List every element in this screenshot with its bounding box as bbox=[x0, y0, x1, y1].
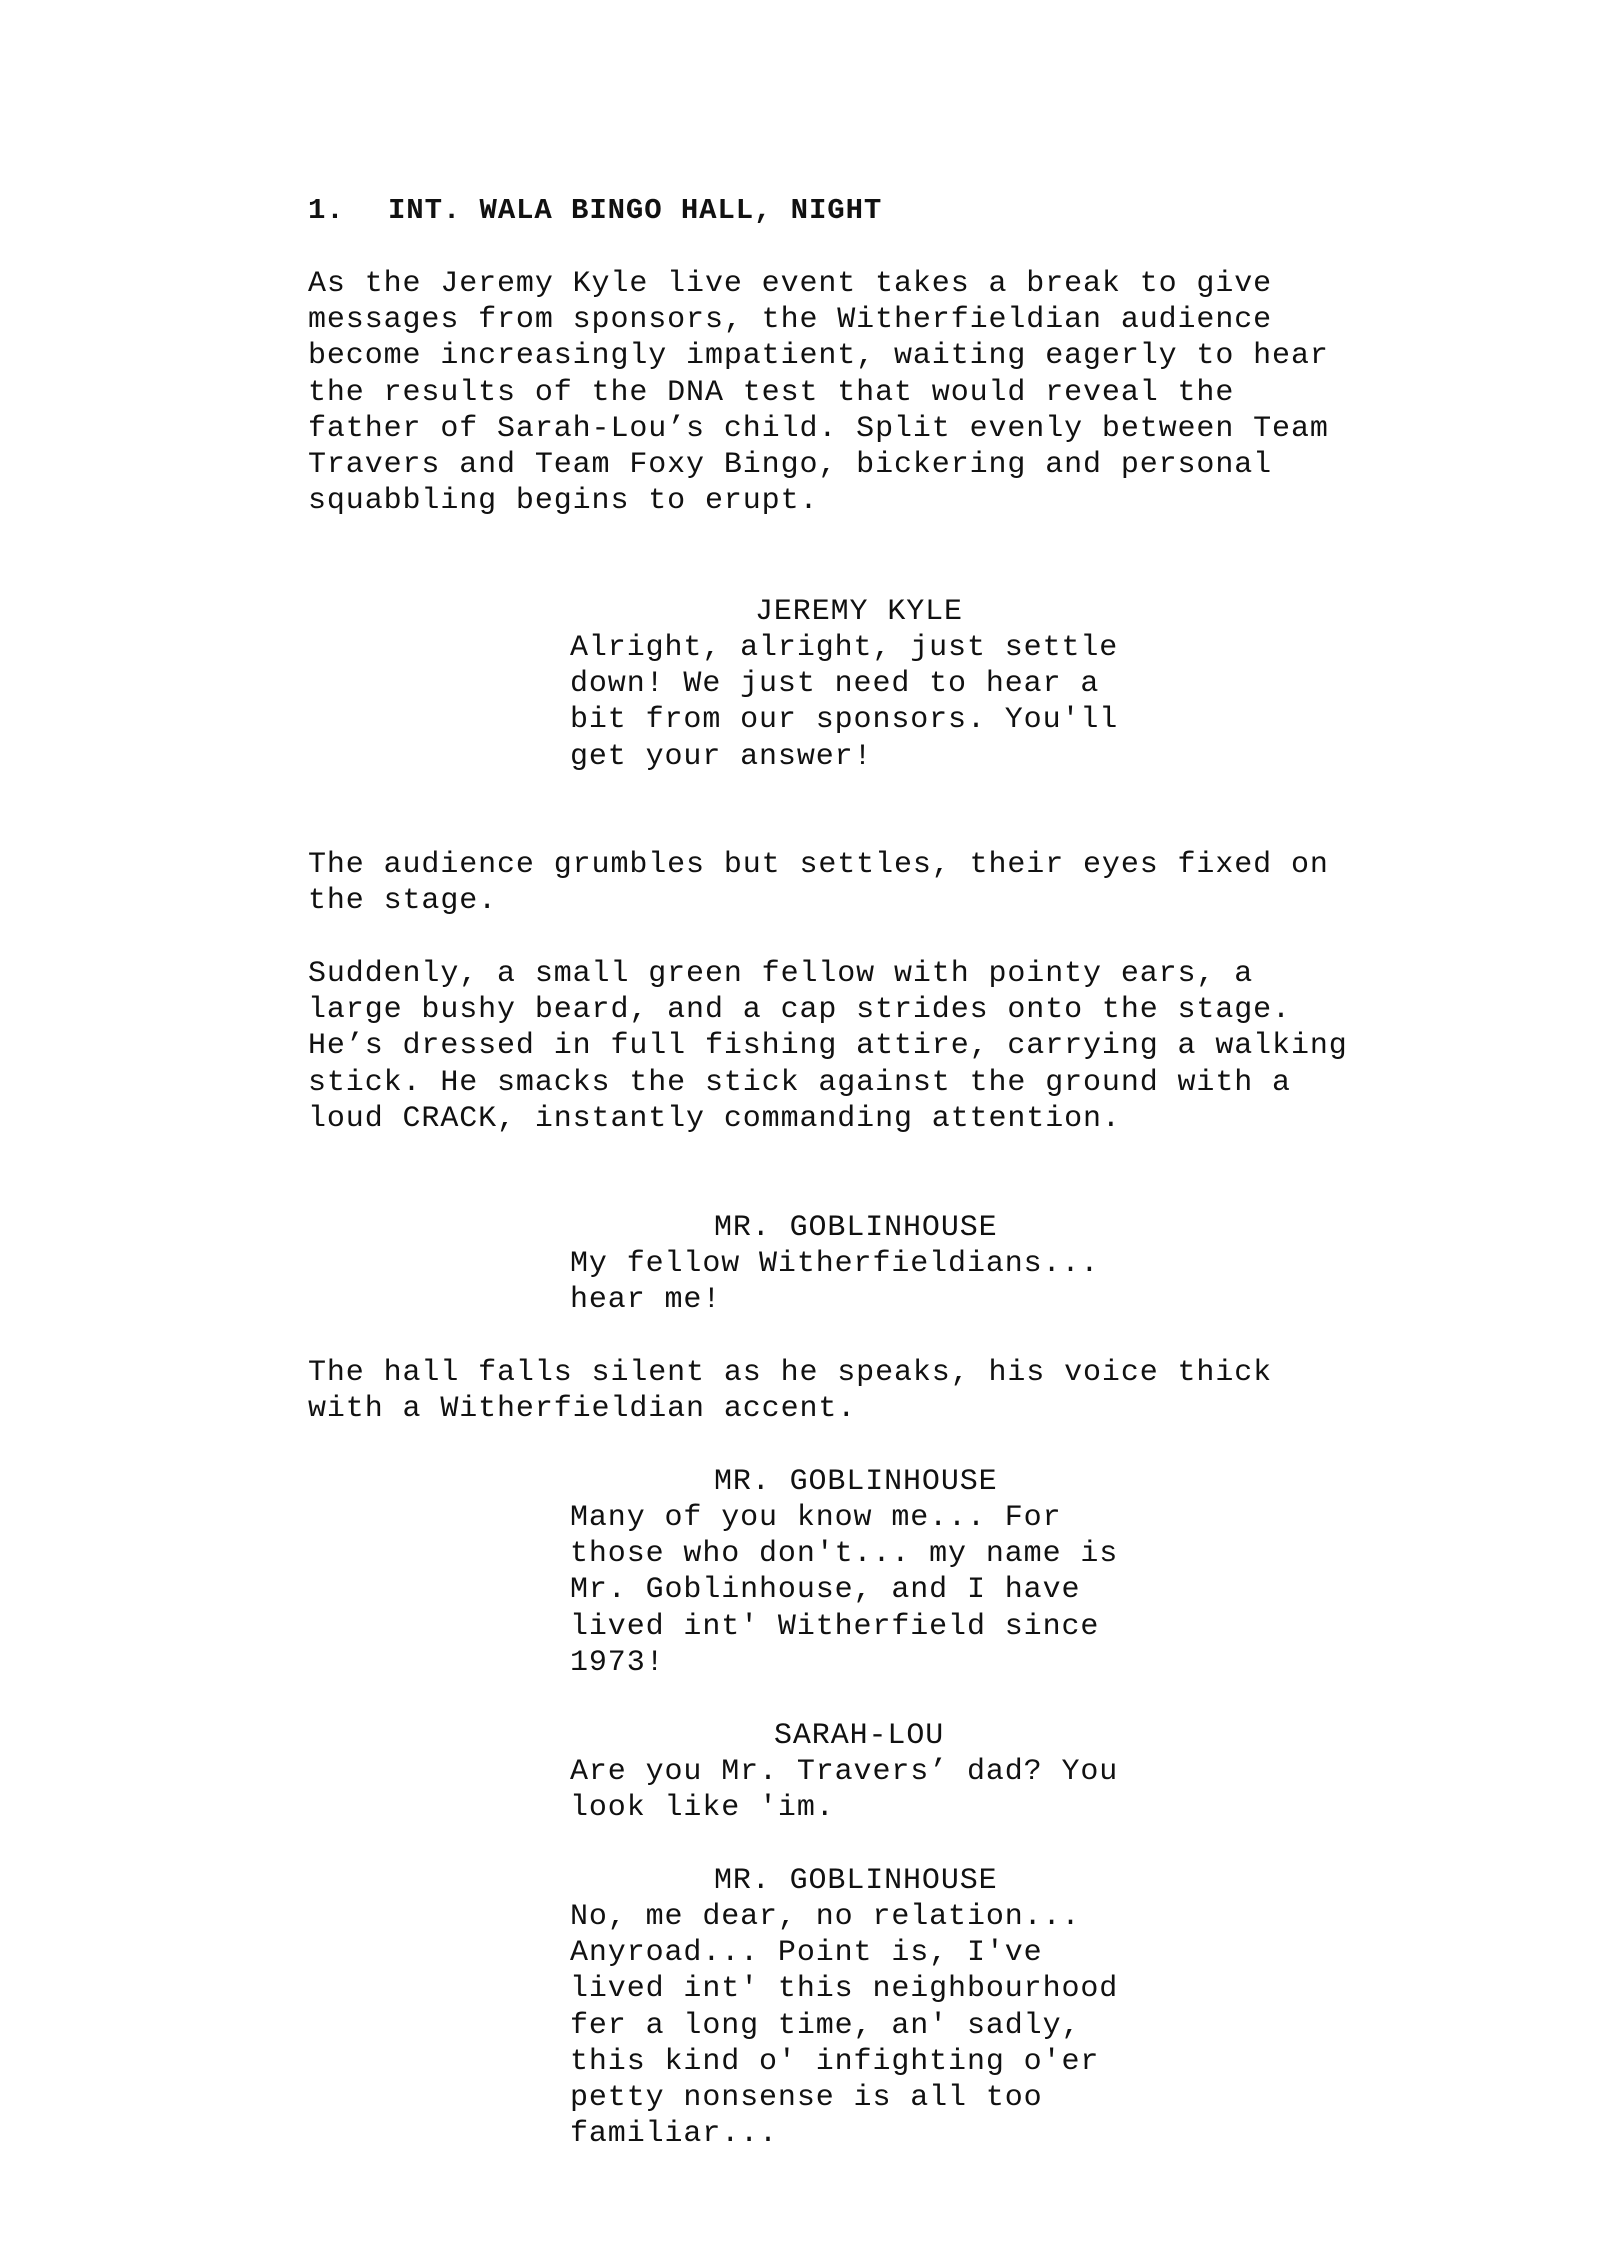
character-name-mr-goblinhouse: MR. GOBLINHOUSE bbox=[714, 1864, 998, 1898]
character-name-mr-goblinhouse: MR. GOBLINHOUSE bbox=[714, 1465, 998, 1499]
action-line: father of Sarah-Lou’s child. Split evenly between Team bbox=[308, 411, 1329, 446]
dialogue-line: No, me dear, no relation... bbox=[570, 1900, 1081, 1934]
dialogue-line: familiar... bbox=[570, 2117, 778, 2152]
action-line: loud CRACK, instantly commanding attention. bbox=[308, 1101, 1121, 1136]
action-line: As the Jeremy Kyle live event takes a break to give bbox=[308, 267, 1273, 301]
action-line: The audience grumbles but settles, their eyes fixed on bbox=[308, 848, 1329, 882]
dialogue-line: My fellow Witherfieldians... bbox=[570, 1247, 1100, 1281]
dialogue-line: those who don't... my name is bbox=[570, 1537, 1119, 1572]
dialogue-line: bit from our sponsors. You'll bbox=[570, 703, 1119, 738]
action-line: He’s dressed in full fishing attire, carrying a walking bbox=[308, 1029, 1348, 1064]
dialogue-line: Mr. Goblinhouse, and I have bbox=[570, 1573, 1081, 1608]
action-paragraph-3 bbox=[308, 956, 1348, 1137]
dialogue-line: Many of you know me... For bbox=[570, 1501, 1062, 1535]
dialogue-sarah-lou bbox=[570, 1754, 1118, 1826]
action-line: Travers and Team Foxy Bingo, bickering and personal bbox=[308, 448, 1273, 483]
dialogue-line: this kind o' infighting o'er bbox=[570, 2044, 1100, 2079]
dialogue-line: get your answer! bbox=[570, 739, 873, 774]
action-line: the stage. bbox=[308, 884, 498, 919]
action-line: the results of the DNA test that would reveal the bbox=[308, 375, 1235, 410]
dialogue-mr-goblinhouse-3 bbox=[570, 1899, 1118, 2152]
scene-heading bbox=[308, 193, 882, 229]
action-line: The hall falls silent as he speaks, his voice thick bbox=[308, 1356, 1273, 1390]
dialogue-line: 1973! bbox=[570, 1645, 665, 1680]
dialogue-line: fer a long time, an' sadly, bbox=[570, 2008, 1081, 2043]
dialogue-jeremy-kyle bbox=[570, 630, 1118, 775]
dialogue-line: Alright, alright, just settle bbox=[570, 631, 1119, 665]
character-name-sarah-lou: SARAH-LOU bbox=[774, 1719, 945, 1753]
action-line: Suddenly, a small green fellow with pointy ears, a bbox=[308, 957, 1254, 991]
action-line: messages from sponsors, the Witherfieldian audience bbox=[308, 303, 1273, 338]
dialogue-line: Anyroad... Point is, I've bbox=[570, 1936, 1043, 1971]
action-line: with a Witherfieldian accent. bbox=[308, 1392, 857, 1427]
character-name-mr-goblinhouse: MR. GOBLINHOUSE bbox=[714, 1211, 998, 1245]
action-line: become increasingly impatient, waiting eagerly to hear bbox=[308, 339, 1329, 374]
dialogue-line: lived int' this neighbourhood bbox=[570, 1972, 1119, 2007]
scene-heading-text: INT. WALA BINGO HALL, NIGHT bbox=[388, 194, 883, 227]
action-paragraph-1 bbox=[308, 266, 1329, 519]
action-line: squabbling begins to erupt. bbox=[308, 484, 819, 519]
dialogue-line: Are you Mr. Travers’ dad? You bbox=[570, 1755, 1119, 1789]
dialogue-line: hear me! bbox=[570, 1283, 722, 1318]
action-line: large bushy beard, and a cap strides onto the stage. bbox=[308, 993, 1291, 1028]
dialogue-line: lived int' Witherfield since bbox=[570, 1609, 1100, 1644]
dialogue-line: look like 'im. bbox=[570, 1791, 835, 1826]
dialogue-mr-goblinhouse-2 bbox=[570, 1500, 1118, 1681]
action-paragraph-2 bbox=[308, 847, 1329, 919]
dialogue-line: down! We just need to hear a bbox=[570, 667, 1100, 702]
character-name-jeremy-kyle: JEREMY KYLE bbox=[755, 595, 963, 629]
action-line: stick. He smacks the stick against the ground with a bbox=[308, 1065, 1291, 1100]
action-paragraph-4 bbox=[308, 1355, 1272, 1427]
scene-number: 1. bbox=[308, 194, 345, 227]
dialogue-line: petty nonsense is all too bbox=[570, 2081, 1043, 2116]
dialogue-mr-goblinhouse-1 bbox=[570, 1246, 1099, 1318]
